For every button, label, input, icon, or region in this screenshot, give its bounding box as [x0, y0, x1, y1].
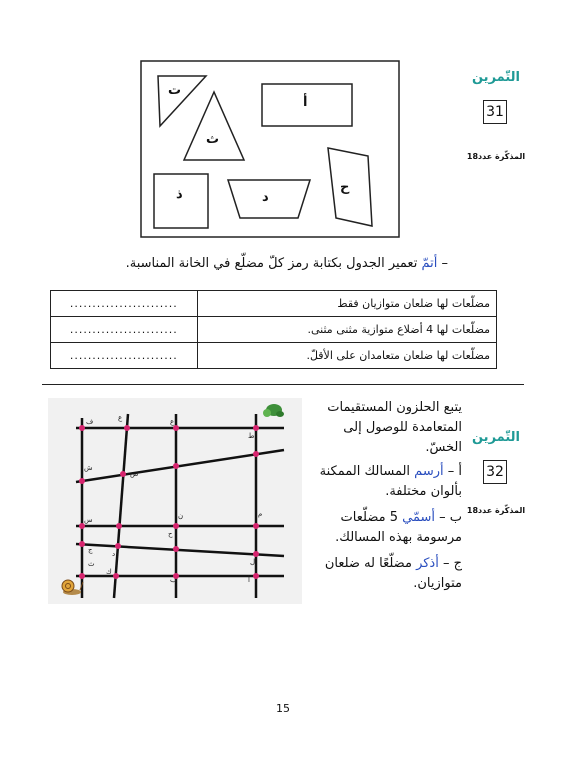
shape-letter-ta: ت [168, 83, 182, 98]
grid-point-label: ث [88, 560, 95, 568]
intro-line: الخسّ. [425, 440, 462, 455]
grid-point-label: ح [168, 530, 173, 538]
table-row [51, 291, 497, 317]
exercise-32-number: 32 [483, 460, 507, 484]
exercise-32-text [312, 398, 462, 594]
criterion-cell: مضلّعات لها ضلعان متوازيان فقط [197, 291, 496, 317]
criterion-cell: مضلّعات لها ضلعان متعامدان على الأقلّ. [197, 343, 496, 369]
task-line2: متوازيان. [413, 576, 462, 591]
task-verb: أرسم [414, 464, 444, 479]
section-divider [42, 384, 524, 385]
page-number: 15 [276, 702, 290, 715]
shape-letter-alif: أ [303, 95, 308, 110]
task-text: المسالك الممكنة [319, 464, 411, 479]
grid-point-label: ع [118, 414, 123, 422]
grid-point-label: ن [178, 512, 184, 520]
grid-point-label: أ [248, 576, 250, 584]
task-item [312, 554, 462, 574]
task-text: مضلّعًا له ضلعان [324, 556, 412, 571]
grid-point-label: ف [86, 418, 94, 426]
grid-point-label: ص [130, 470, 139, 478]
grid-point-labels [48, 398, 302, 604]
instruction-verb: أتمّ [421, 256, 438, 271]
task-line2: مرسومة بهذه المسالك. [335, 530, 462, 545]
task-text: 5 مضلّعات [340, 510, 398, 525]
exercise-31-label: التّمرين [471, 70, 521, 85]
instruction-text: تعمير الجدول بكتابة رمز كلّ مضلّع في الخانة المناسبة. [125, 256, 418, 271]
task-verb: أسمّي [402, 510, 435, 525]
task-line2: بألوان مختلفة. [385, 484, 462, 499]
exercise-32-label: التّمرين [471, 430, 521, 445]
grid-point-label: ش [84, 464, 93, 472]
grid-point-label: س [84, 516, 93, 524]
answer-cell[interactable]: ........................ [51, 343, 198, 369]
shape-letter-ha: ح [340, 180, 350, 195]
grid-point-label: ج [88, 546, 93, 554]
grid-point-label: ب [170, 576, 177, 584]
grid-point-label: ط [248, 432, 255, 440]
table-row [51, 343, 497, 369]
classification-table [50, 290, 497, 369]
grid-point-label: ع [170, 418, 175, 426]
intro-line: يتبع الحلزون المستقيمات [327, 400, 462, 415]
table-row [51, 317, 497, 343]
intro-line: المتعامدة للوصول إلى [343, 420, 462, 435]
task-verb: أذكر [416, 556, 439, 571]
answer-cell[interactable]: ........................ [51, 291, 198, 317]
shape-letter-tha: ث [206, 132, 220, 147]
answer-cell[interactable]: ........................ [51, 317, 198, 343]
shape-letter-dal: د [262, 190, 269, 205]
exercise-31-number: 31 [483, 100, 507, 124]
criterion-cell: مضلّعات لها 4 أضلاع متوازية مثنى مثنى. [197, 317, 496, 343]
exercise-32-ref: المذكّرة عدد18 [466, 506, 526, 515]
instruction-dash: – [441, 256, 448, 271]
task-marker: ب – [439, 510, 462, 525]
task-item [312, 508, 462, 528]
task-marker: ج – [442, 556, 462, 571]
grid-point-label: د [112, 550, 116, 558]
exercise-31-instruction [88, 256, 448, 271]
grid-point-label: ل [250, 558, 256, 566]
shape-letter-dhal: ذ [176, 187, 183, 202]
trapezoid-dal [228, 180, 310, 218]
task-item [312, 462, 462, 482]
grid-point-label: م [258, 510, 263, 518]
exercise-31-ref: المذكّرة عدد18 [466, 152, 526, 161]
grid-point-label: ك [106, 568, 112, 576]
task-marker: أ – [447, 464, 462, 479]
